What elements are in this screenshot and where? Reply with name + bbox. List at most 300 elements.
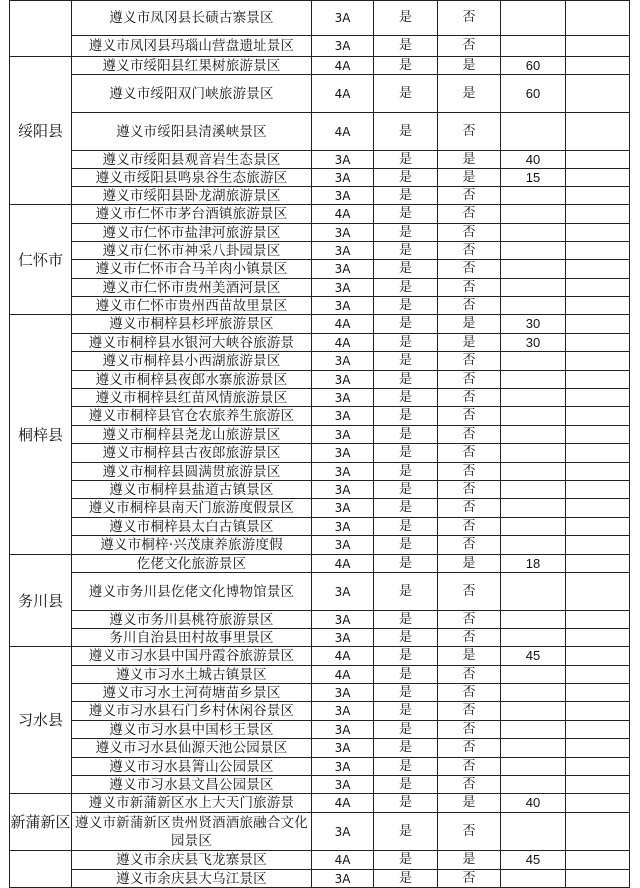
scenic-name-cell: 遵义市仁怀市神采八卦园景区 xyxy=(72,242,312,260)
level-cell: 4A xyxy=(312,205,374,224)
scenic-name-cell: 遵义市余庆县大乌江景区 xyxy=(72,870,312,888)
table-row xyxy=(10,371,630,389)
table-row xyxy=(10,205,630,224)
level-cell: 4A xyxy=(312,113,374,151)
level-cell: 3A xyxy=(312,187,374,205)
blank-cell xyxy=(566,666,630,684)
level-cell: 3A xyxy=(312,499,374,518)
flag-cell: 否 xyxy=(438,187,501,205)
blank-cell xyxy=(566,555,630,573)
flag-cell: 是 xyxy=(438,315,501,334)
value-cell xyxy=(501,224,566,242)
blank-cell xyxy=(566,389,630,407)
table-row xyxy=(10,794,630,813)
blank-cell xyxy=(566,536,630,555)
level-cell: 4A xyxy=(312,334,374,352)
table-row xyxy=(10,444,630,463)
level-cell: 3A xyxy=(312,371,374,389)
blank-cell xyxy=(566,647,630,666)
value-cell xyxy=(501,260,566,279)
level-cell: 4A xyxy=(312,666,374,684)
blank-cell xyxy=(566,739,630,758)
scenic-name-cell: 遵义市余庆县飞龙寨景区 xyxy=(72,851,312,870)
table-row xyxy=(10,113,630,151)
county-cell xyxy=(10,851,72,888)
flag-cell: 是 xyxy=(374,187,438,205)
level-cell: 4A xyxy=(312,851,374,870)
level-cell: 3A xyxy=(312,224,374,242)
blank-cell xyxy=(566,1,630,36)
value-cell xyxy=(501,297,566,315)
table-row xyxy=(10,573,630,611)
blank-cell xyxy=(566,169,630,187)
flag-cell: 是 xyxy=(374,205,438,224)
flag-cell: 否 xyxy=(438,684,501,702)
flag-cell: 是 xyxy=(374,352,438,371)
value-cell xyxy=(501,371,566,389)
value-cell xyxy=(501,499,566,518)
blank-cell xyxy=(566,702,630,721)
flag-cell: 否 xyxy=(438,573,501,611)
value-cell: 60 xyxy=(501,57,566,75)
flag-cell: 是 xyxy=(374,555,438,573)
flag-cell: 否 xyxy=(438,629,501,647)
table-row xyxy=(10,36,630,57)
flag-cell: 是 xyxy=(438,151,501,169)
blank-cell xyxy=(566,629,630,647)
scenic-name-cell: 遵义市绥阳县鸣泉谷生态旅游区 xyxy=(72,169,312,187)
value-cell xyxy=(501,666,566,684)
value-cell xyxy=(501,463,566,481)
flag-cell: 是 xyxy=(374,721,438,739)
level-cell: 3A xyxy=(312,721,374,739)
scenic-name-cell: 遵义市桐梓县夜郎水寨旅游景区 xyxy=(72,371,312,389)
table-row xyxy=(10,352,630,371)
flag-cell: 否 xyxy=(438,481,501,499)
value-cell xyxy=(501,813,566,851)
blank-cell xyxy=(566,444,630,463)
table-row xyxy=(10,518,630,536)
table-row xyxy=(10,499,630,518)
flag-cell: 否 xyxy=(438,1,501,36)
flag-cell: 是 xyxy=(374,315,438,334)
value-cell: 60 xyxy=(501,75,566,113)
flag-cell: 否 xyxy=(438,499,501,518)
value-cell xyxy=(501,407,566,426)
table-row xyxy=(10,187,630,205)
value-cell xyxy=(501,444,566,463)
blank-cell xyxy=(566,463,630,481)
scenic-name-cell: 遵义市习水县箐山公园景区 xyxy=(72,758,312,776)
table-row xyxy=(10,851,630,870)
flag-cell: 是 xyxy=(374,75,438,113)
flag-cell: 是 xyxy=(374,851,438,870)
blank-cell xyxy=(566,870,630,888)
level-cell: 3A xyxy=(312,776,374,794)
county-cell: 新蒲新区 xyxy=(10,794,72,851)
blank-cell xyxy=(566,721,630,739)
level-cell: 3A xyxy=(312,629,374,647)
flag-cell: 是 xyxy=(374,463,438,481)
value-cell: 40 xyxy=(501,794,566,813)
value-cell xyxy=(501,721,566,739)
county-cell: 仁怀市 xyxy=(10,205,72,315)
flag-cell: 是 xyxy=(374,426,438,444)
value-cell: 40 xyxy=(501,151,566,169)
table-row xyxy=(10,721,630,739)
scenic-name-cell: 遵义市习水县仙源天池公园景区 xyxy=(72,739,312,758)
scenic-name-cell: 遵义市绥阳县红果树旅游景区 xyxy=(72,57,312,75)
level-cell: 3A xyxy=(312,389,374,407)
flag-cell: 是 xyxy=(374,666,438,684)
level-cell: 4A xyxy=(312,555,374,573)
flag-cell: 是 xyxy=(438,851,501,870)
blank-cell xyxy=(566,499,630,518)
flag-cell: 否 xyxy=(438,666,501,684)
value-cell: 18 xyxy=(501,555,566,573)
table-row xyxy=(10,224,630,242)
flag-cell: 否 xyxy=(438,205,501,224)
blank-cell xyxy=(566,776,630,794)
table-row xyxy=(10,702,630,721)
value-cell xyxy=(501,702,566,721)
level-cell: 3A xyxy=(312,702,374,721)
flag-cell: 是 xyxy=(374,794,438,813)
blank-cell xyxy=(566,36,630,57)
flag-cell: 是 xyxy=(374,113,438,151)
flag-cell: 是 xyxy=(374,629,438,647)
flag-cell: 否 xyxy=(438,279,501,297)
flag-cell: 否 xyxy=(438,260,501,279)
scenic-name-cell: 遵义市桐梓县太白古镇景区 xyxy=(72,518,312,536)
flag-cell: 是 xyxy=(374,407,438,426)
scenic-name-cell: 遵义市习水县石门乡村休闲谷景区 xyxy=(72,702,312,721)
level-cell: 4A xyxy=(312,647,374,666)
flag-cell: 否 xyxy=(438,463,501,481)
scenic-name-cell: 遵义市桐梓县南天门旅游度假景区 xyxy=(72,499,312,518)
blank-cell xyxy=(566,407,630,426)
blank-cell xyxy=(566,518,630,536)
flag-cell: 是 xyxy=(374,389,438,407)
table-row xyxy=(10,555,630,573)
value-cell xyxy=(501,611,566,629)
table-row xyxy=(10,684,630,702)
level-cell: 3A xyxy=(312,297,374,315)
level-cell: 3A xyxy=(312,684,374,702)
table-row xyxy=(10,481,630,499)
table-row xyxy=(10,870,630,888)
value-cell xyxy=(501,352,566,371)
blank-cell xyxy=(566,794,630,813)
scenic-name-cell: 遵义市凤冈县长碛古寨景区 xyxy=(72,1,312,36)
table-row xyxy=(10,758,630,776)
flag-cell: 是 xyxy=(438,169,501,187)
flag-cell: 否 xyxy=(438,371,501,389)
table-body xyxy=(10,1,630,888)
level-cell: 3A xyxy=(312,242,374,260)
scenic-name-cell: 遵义市桐梓县尧龙山旅游景区 xyxy=(72,426,312,444)
flag-cell: 否 xyxy=(438,702,501,721)
blank-cell xyxy=(566,851,630,870)
flag-cell: 是 xyxy=(374,371,438,389)
flag-cell: 是 xyxy=(374,647,438,666)
value-cell xyxy=(501,870,566,888)
flag-cell: 否 xyxy=(438,870,501,888)
scenic-name-cell: 遵义市桐梓县水银河大峡谷旅游景 xyxy=(72,334,312,352)
scenic-name-cell: 遵义市新蒲新区水上大天门旅游景 xyxy=(72,794,312,813)
flag-cell: 是 xyxy=(374,813,438,851)
flag-cell: 否 xyxy=(438,444,501,463)
blank-cell xyxy=(566,75,630,113)
county-cell xyxy=(10,1,72,57)
scenic-name-cell: 遵义市桐梓县小西湖旅游景区 xyxy=(72,352,312,371)
blank-cell xyxy=(566,611,630,629)
level-cell: 3A xyxy=(312,536,374,555)
value-cell xyxy=(501,113,566,151)
scenic-name-cell: 遵义市务川县仡佬文化博物馆景区 xyxy=(72,573,312,611)
scenic-name-cell: 遵义市绥阳县清溪峡景区 xyxy=(72,113,312,151)
level-cell: 3A xyxy=(312,169,374,187)
flag-cell: 否 xyxy=(438,813,501,851)
flag-cell: 是 xyxy=(374,776,438,794)
scenic-name-cell: 遵义市桐梓县圆满贯旅游景区 xyxy=(72,463,312,481)
blank-cell xyxy=(566,334,630,352)
scenic-name-cell: 遵义市桐梓县官仓农旅养生旅游区 xyxy=(72,407,312,426)
value-cell xyxy=(501,758,566,776)
table-row xyxy=(10,813,630,851)
flag-cell: 是 xyxy=(374,870,438,888)
scenic-name-cell: 遵义市仁怀市贵州美酒河景区 xyxy=(72,279,312,297)
flag-cell: 否 xyxy=(438,536,501,555)
table-row xyxy=(10,666,630,684)
scenic-name-cell: 遵义市凤冈县玛瑙山营盘遗址景区 xyxy=(72,36,312,57)
flag-cell: 否 xyxy=(438,721,501,739)
flag-cell: 否 xyxy=(438,352,501,371)
scenic-name-cell: 遵义市桐梓县杉坪旅游景区 xyxy=(72,315,312,334)
flag-cell: 是 xyxy=(438,75,501,113)
blank-cell xyxy=(566,260,630,279)
blank-cell xyxy=(566,813,630,851)
scenic-name-cell: 遵义市习水县中国杉王景区 xyxy=(72,721,312,739)
scenic-name-cell: 遵义市桐梓县红苗风情旅游景区 xyxy=(72,389,312,407)
level-cell: 4A xyxy=(312,75,374,113)
scenic-name-cell: 务川自治县田村故事里景区 xyxy=(72,629,312,647)
table-row xyxy=(10,536,630,555)
blank-cell xyxy=(566,758,630,776)
blank-cell xyxy=(566,573,630,611)
flag-cell: 是 xyxy=(438,334,501,352)
level-cell: 3A xyxy=(312,444,374,463)
scenic-name-cell: 遵义市习水土城古镇景区 xyxy=(72,666,312,684)
value-cell: 45 xyxy=(501,851,566,870)
value-cell xyxy=(501,739,566,758)
value-cell xyxy=(501,684,566,702)
level-cell: 3A xyxy=(312,151,374,169)
scenic-name-cell: 遵义市习水土河荷塘苗乡景区 xyxy=(72,684,312,702)
table-row xyxy=(10,426,630,444)
value-cell: 15 xyxy=(501,169,566,187)
level-cell: 3A xyxy=(312,260,374,279)
level-cell: 3A xyxy=(312,813,374,851)
blank-cell xyxy=(566,352,630,371)
table-row xyxy=(10,463,630,481)
scenic-name-cell: 仡佬文化旅游景区 xyxy=(72,555,312,573)
table-row xyxy=(10,1,630,36)
flag-cell: 是 xyxy=(374,224,438,242)
flag-cell: 是 xyxy=(374,684,438,702)
flag-cell: 是 xyxy=(374,242,438,260)
value-cell xyxy=(501,518,566,536)
blank-cell xyxy=(566,113,630,151)
blank-cell xyxy=(566,371,630,389)
flag-cell: 是 xyxy=(438,647,501,666)
level-cell: 3A xyxy=(312,426,374,444)
scenic-name-cell: 遵义市习水县中国丹霞谷旅游景区 xyxy=(72,647,312,666)
table-row xyxy=(10,57,630,75)
flag-cell: 是 xyxy=(374,758,438,776)
flag-cell: 是 xyxy=(438,794,501,813)
flag-cell: 是 xyxy=(374,481,438,499)
level-cell: 3A xyxy=(312,481,374,499)
table-row xyxy=(10,169,630,187)
flag-cell: 否 xyxy=(438,758,501,776)
table-row xyxy=(10,151,630,169)
blank-cell xyxy=(566,684,630,702)
value-cell xyxy=(501,389,566,407)
value-cell xyxy=(501,426,566,444)
level-cell: 3A xyxy=(312,758,374,776)
level-cell: 3A xyxy=(312,36,374,57)
flag-cell: 是 xyxy=(374,444,438,463)
level-cell: 3A xyxy=(312,279,374,297)
county-cell: 绥阳县 xyxy=(10,57,72,205)
value-cell xyxy=(501,205,566,224)
flag-cell: 是 xyxy=(374,1,438,36)
value-cell xyxy=(501,1,566,36)
flag-cell: 是 xyxy=(374,334,438,352)
scenic-name-cell: 遵义市新蒲新区贵州贤酒酒旅融合文化园景区 xyxy=(72,813,312,851)
scenic-name-cell: 遵义市绥阳双门峡旅游景区 xyxy=(72,75,312,113)
flag-cell: 否 xyxy=(438,297,501,315)
table-row xyxy=(10,776,630,794)
flag-cell: 是 xyxy=(374,260,438,279)
flag-cell: 是 xyxy=(374,169,438,187)
value-cell xyxy=(501,573,566,611)
level-cell: 3A xyxy=(312,611,374,629)
table-row xyxy=(10,260,630,279)
level-cell: 4A xyxy=(312,315,374,334)
value-cell xyxy=(501,36,566,57)
scenic-spot-table xyxy=(9,0,630,888)
value-cell xyxy=(501,481,566,499)
county-cell: 桐梓县 xyxy=(10,315,72,555)
table-row xyxy=(10,611,630,629)
flag-cell: 是 xyxy=(374,36,438,57)
level-cell: 3A xyxy=(312,463,374,481)
flag-cell: 否 xyxy=(438,426,501,444)
scenic-name-cell: 遵义市仁怀市茅台酒镇旅游景区 xyxy=(72,205,312,224)
flag-cell: 否 xyxy=(438,407,501,426)
scenic-name-cell: 遵义市绥阳县观音岩生态景区 xyxy=(72,151,312,169)
table-row xyxy=(10,647,630,666)
flag-cell: 否 xyxy=(438,36,501,57)
value-cell xyxy=(501,187,566,205)
flag-cell: 是 xyxy=(374,297,438,315)
scenic-name-cell: 遵义市仁怀市合马羊肉小镇景区 xyxy=(72,260,312,279)
value-cell: 30 xyxy=(501,315,566,334)
flag-cell: 否 xyxy=(438,739,501,758)
level-cell: 3A xyxy=(312,739,374,758)
table-row xyxy=(10,297,630,315)
value-cell xyxy=(501,776,566,794)
table-row xyxy=(10,739,630,758)
flag-cell: 是 xyxy=(438,555,501,573)
blank-cell xyxy=(566,151,630,169)
table-row xyxy=(10,315,630,334)
flag-cell: 是 xyxy=(374,573,438,611)
value-cell xyxy=(501,629,566,647)
flag-cell: 是 xyxy=(374,151,438,169)
blank-cell xyxy=(566,279,630,297)
flag-cell: 否 xyxy=(438,242,501,260)
blank-cell xyxy=(566,205,630,224)
blank-cell xyxy=(566,481,630,499)
level-cell: 3A xyxy=(312,870,374,888)
flag-cell: 是 xyxy=(374,279,438,297)
flag-cell: 是 xyxy=(374,702,438,721)
level-cell: 4A xyxy=(312,57,374,75)
scenic-name-cell: 遵义市桐梓·兴茂康养旅游度假 xyxy=(72,536,312,555)
flag-cell: 否 xyxy=(438,518,501,536)
blank-cell xyxy=(566,297,630,315)
blank-cell xyxy=(566,187,630,205)
level-cell: 3A xyxy=(312,1,374,36)
flag-cell: 否 xyxy=(438,611,501,629)
table-row xyxy=(10,407,630,426)
flag-cell: 否 xyxy=(438,389,501,407)
flag-cell: 是 xyxy=(374,499,438,518)
flag-cell: 是 xyxy=(438,57,501,75)
blank-cell xyxy=(566,426,630,444)
flag-cell: 是 xyxy=(374,536,438,555)
flag-cell: 是 xyxy=(374,518,438,536)
table-row xyxy=(10,75,630,113)
flag-cell: 是 xyxy=(374,57,438,75)
level-cell: 4A xyxy=(312,794,374,813)
scenic-name-cell: 遵义市桐梓县盐道古镇景区 xyxy=(72,481,312,499)
flag-cell: 是 xyxy=(374,611,438,629)
scenic-name-cell: 遵义市习水县文昌公园景区 xyxy=(72,776,312,794)
level-cell: 3A xyxy=(312,407,374,426)
value-cell: 30 xyxy=(501,334,566,352)
blank-cell xyxy=(566,315,630,334)
table-row xyxy=(10,279,630,297)
table-row xyxy=(10,334,630,352)
scenic-name-cell: 遵义市仁怀市贵州西苗故里景区 xyxy=(72,297,312,315)
blank-cell xyxy=(566,57,630,75)
scenic-name-cell: 遵义市仁怀市盐津河旅游景区 xyxy=(72,224,312,242)
table-row xyxy=(10,242,630,260)
blank-cell xyxy=(566,242,630,260)
table-row xyxy=(10,389,630,407)
level-cell: 3A xyxy=(312,518,374,536)
value-cell xyxy=(501,242,566,260)
value-cell xyxy=(501,536,566,555)
scenic-name-cell: 遵义市务川县桃符旅游景区 xyxy=(72,611,312,629)
flag-cell: 否 xyxy=(438,224,501,242)
flag-cell: 否 xyxy=(438,113,501,151)
value-cell xyxy=(501,279,566,297)
